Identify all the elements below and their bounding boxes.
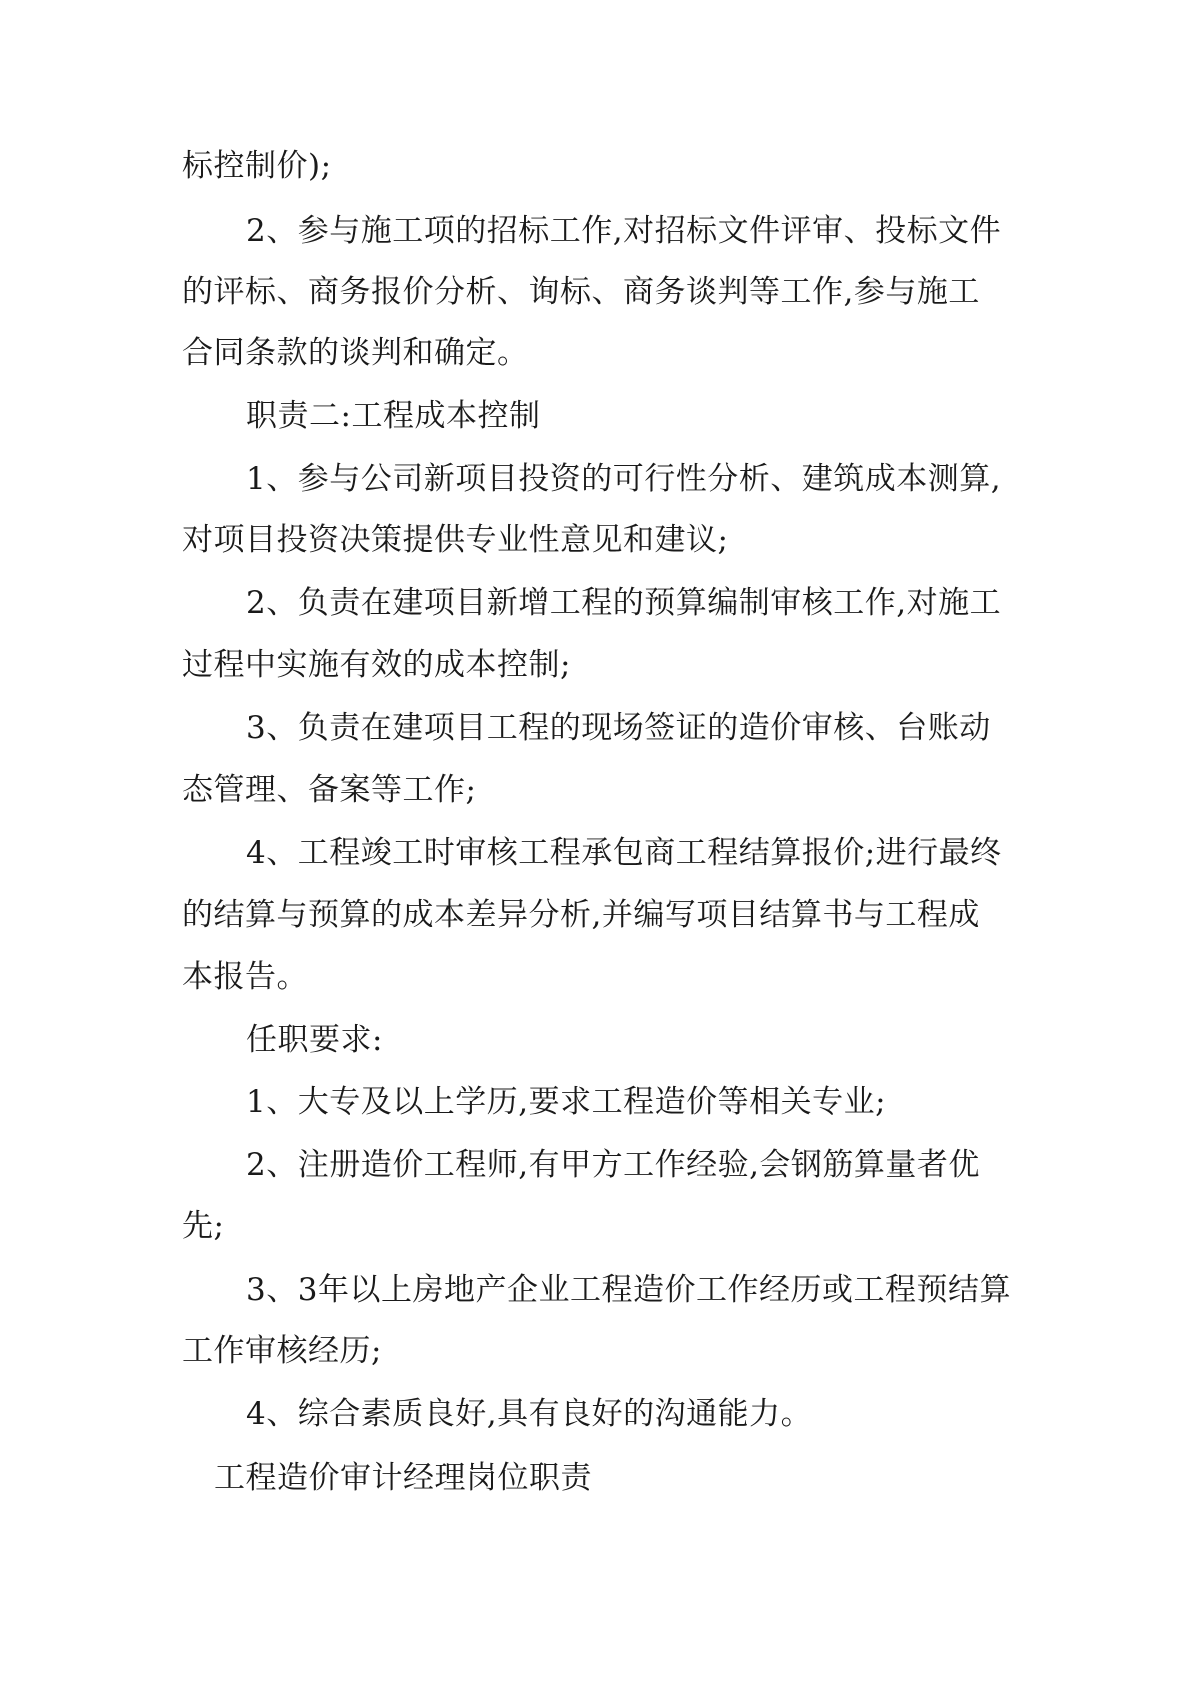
section-heading: 任职要求: [246, 1022, 383, 1058]
text-line: 对项目投资决策提供专业性意见和建议; [182, 522, 729, 558]
text-line: 3、3年以上房地产企业工程造价工作经历或工程预结算 [246, 1272, 1011, 1308]
text-line: 合同条款的谈判和确定。 [182, 335, 529, 371]
text-line: 3、负责在建项目工程的现场签证的造价审核、台账动 [246, 710, 991, 746]
text-line: 1、大专及以上学历,要求工程造价等相关专业; [246, 1084, 887, 1120]
text-line: 1、参与公司新项目投资的可行性分析、建筑成本测算, [246, 461, 1002, 497]
text-line: 先; [182, 1208, 225, 1244]
text-line: 的结算与预算的成本差异分析,并编写项目结算书与工程成 [182, 897, 980, 933]
text-line: 过程中实施有效的成本控制; [182, 647, 571, 683]
text-line: 4、综合素质良好,具有良好的沟通能力。 [246, 1396, 813, 1432]
text-line: 2、负责在建项目新增工程的预算编制审核工作,对施工 [246, 585, 1002, 621]
text-line: 本报告。 [182, 959, 308, 995]
text-line: 态管理、备案等工作; [182, 772, 477, 808]
section-heading: 职责二:工程成本控制 [246, 398, 541, 434]
text-line: 的评标、商务报价分析、询标、商务谈判等工作,参与施工 [182, 274, 980, 310]
text-line: 工作审核经历; [182, 1333, 382, 1369]
document-title: 工程造价审计经理岗位职责 [214, 1460, 592, 1496]
text-line: 标控制价); [182, 148, 332, 184]
text-line: 2、注册造价工程师,有甲方工作经验,会钢筋算量者优 [246, 1147, 980, 1183]
text-line: 4、工程竣工时审核工程承包商工程结算报价;进行最终 [246, 835, 1002, 871]
text-line: 2、参与施工项的招标工作,对招标文件评审、投标文件 [246, 213, 1002, 249]
